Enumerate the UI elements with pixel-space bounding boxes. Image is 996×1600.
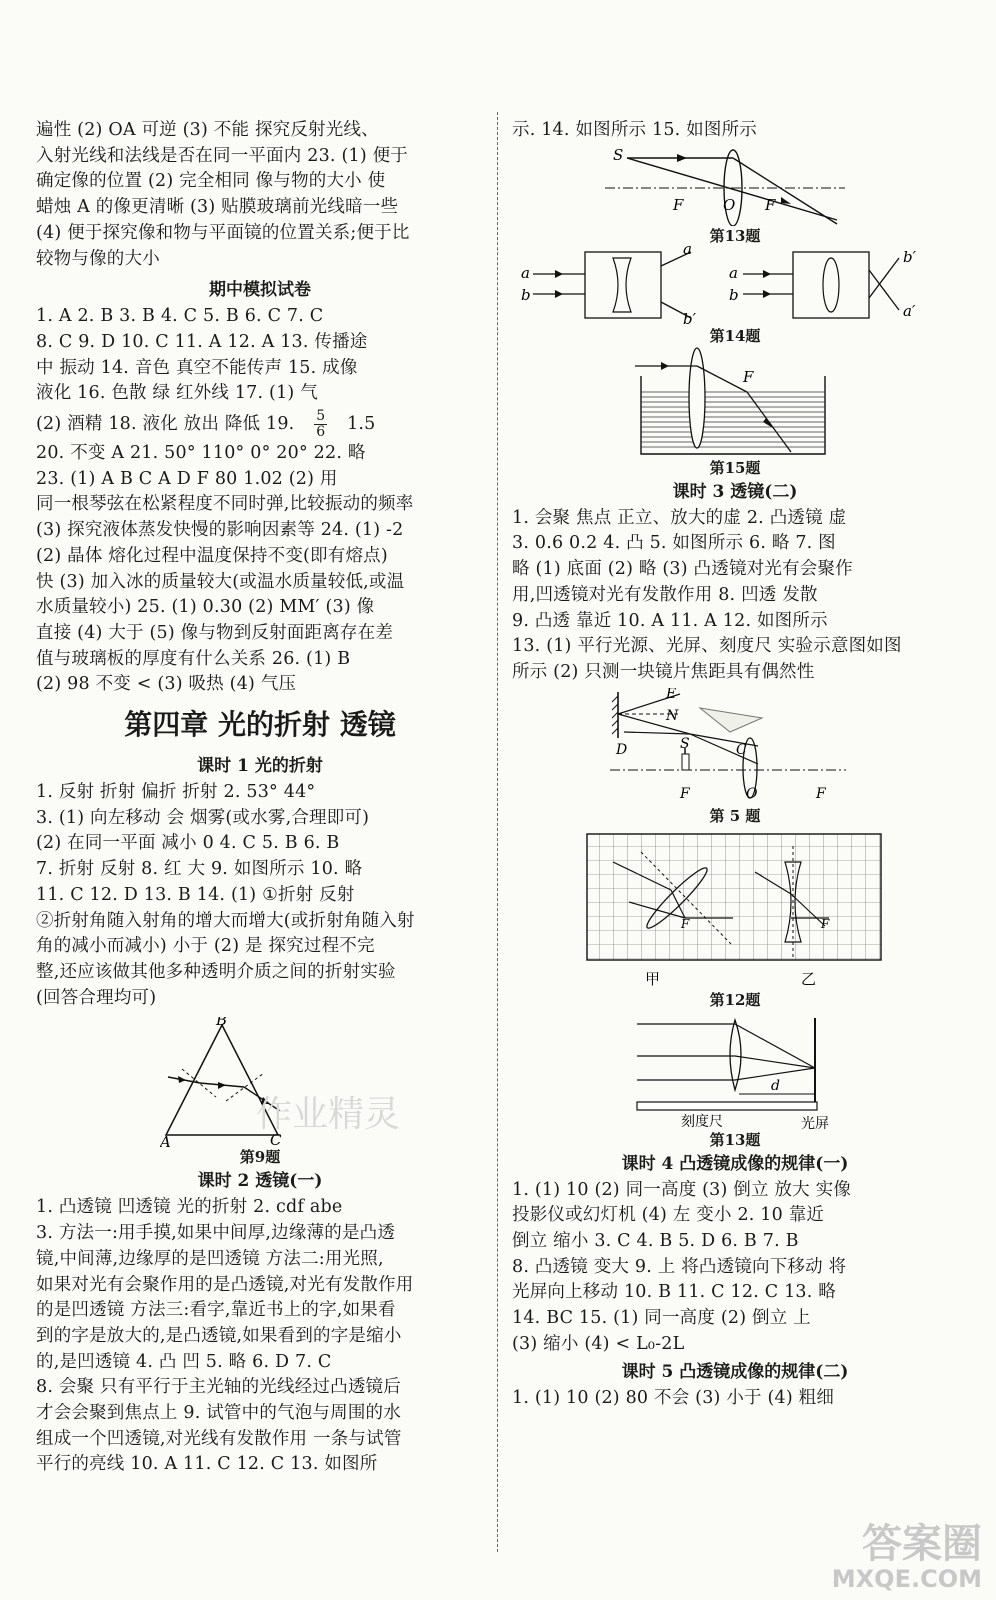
figure-13-caption: 第13题 xyxy=(709,226,761,245)
figure-14-lens-boxes xyxy=(515,246,955,326)
lesson-2-answers xyxy=(36,1195,484,1478)
ray-arrow xyxy=(555,290,563,298)
label-a: a xyxy=(521,263,530,282)
text-line: 才会会聚到焦点上 9. 试管中的气泡与周围的水 xyxy=(36,1403,401,1424)
text-line: 1. (1) 10 (2) 同一高度 (3) 倒立 放大 实像 xyxy=(512,1179,852,1200)
text-line: 略 (1) 底面 (2) 略 (3) 凸透镜对光有会聚作 xyxy=(512,559,853,580)
ray xyxy=(869,258,899,298)
ray-arrow xyxy=(218,1082,226,1089)
text-line: (4) 便于探究像和物与平面镜的位置关系;便于比 xyxy=(36,222,410,243)
label-f-left: F xyxy=(673,195,684,214)
text-line: 确定像的位置 (2) 完全相同 像与物的大小 使 xyxy=(36,171,386,192)
text-line: 镜,中间薄,边缘厚的是凹透镜 方法二:用光照, xyxy=(36,1248,384,1269)
ray xyxy=(869,270,899,310)
lesson-3-title: 课时 3 透镜(二) xyxy=(672,481,798,502)
text-line: 示. 14. 如图所示 15. 如图所示 xyxy=(512,120,757,140)
label-yi: 乙 xyxy=(801,969,817,988)
label-a-out: a′ xyxy=(903,301,916,320)
ray xyxy=(733,158,837,224)
text-line: 到的字是放大的,是凸透镜,如果看到的字是缩小 xyxy=(36,1325,402,1346)
stamp-image xyxy=(700,708,762,732)
text-line: 1. 会聚 焦点 正立、放大的虚 2. 凸透镜 虚 xyxy=(512,507,847,528)
ray-arrow xyxy=(178,1076,186,1083)
label-c: C xyxy=(270,1131,282,1148)
figure-15-lens-water xyxy=(635,346,835,458)
ray-arrow xyxy=(763,418,773,428)
fraction-denominator: 6 xyxy=(316,424,326,441)
text-line-with-fraction xyxy=(36,407,484,441)
text-line: 的是凹透镜 方法三:看字,靠近书上的字,如果看 xyxy=(36,1300,396,1321)
text-line: 同一根琴弦在松紧程度不同时弹,比较振动的频率 xyxy=(36,494,414,515)
text-line: 直接 (4) 大于 (5) 像与物到反射面距离存在差 xyxy=(36,622,394,643)
label-n: N xyxy=(666,707,679,724)
watermark-logo xyxy=(832,1522,982,1592)
text-line: 中 振动 14. 音色 真空不能传声 15. 成像 xyxy=(36,357,358,378)
figure-15-caption: 第15题 xyxy=(709,458,761,477)
figure-13-convex-lens xyxy=(605,144,865,226)
column-divider xyxy=(497,112,498,1552)
figure-9-caption: 第9题 xyxy=(239,1148,281,1167)
text-line: 倒立 缩小 3. C 4. B 5. D 6. B 7. B xyxy=(512,1231,799,1252)
label-e: E xyxy=(666,687,677,702)
figure-13-focal-measure xyxy=(635,1014,835,1130)
label-b-out: b′ xyxy=(683,309,697,326)
ray-arrow xyxy=(555,270,563,278)
text-line: (2) 98 不变 < (3) 吸热 (4) 气压 xyxy=(36,674,297,695)
text-line: 9. 凸透 靠近 10. A 11. A 12. 如图所示 xyxy=(512,610,828,631)
text-line: 用,凹透镜对光有发散作用 8. 凹透 发散 xyxy=(512,584,818,605)
text-line: 14. BC 15. (1) 同一高度 (2) 倒立 上 xyxy=(512,1308,811,1329)
text-line: 1. 反射 折射 偏折 折射 2. 53° 44° xyxy=(36,782,316,803)
convex-lens-icon xyxy=(689,348,705,448)
lesson-1-title: 课时 1 光的折射 xyxy=(197,756,323,777)
text-line: 11. C 12. D 13. B 14. (1) ①折射 反射 xyxy=(36,884,355,905)
label-a: a xyxy=(729,263,738,282)
label-screen: 光屏 xyxy=(801,1115,829,1130)
text-line: 整,还应该做其他多种透明介质之间的折射实验 xyxy=(36,961,396,982)
text-line: (3) 缩小 (4) < L₀-2L xyxy=(512,1333,685,1354)
convex-lens-icon xyxy=(823,258,839,312)
label-f-right: F xyxy=(765,195,776,214)
concave-lens-icon xyxy=(613,258,631,312)
text-line: (2) 在同一平面 减小 0 4. C 5. B 6. B xyxy=(36,833,340,854)
lesson-3-answers xyxy=(512,506,958,686)
text-line: 3. 0.6 0.2 4. 凸 5. 如图所示 6. 略 7. 图 xyxy=(512,533,836,554)
fraction-pre: (2) 酒精 18. 液化 放出 降低 19. xyxy=(36,414,295,435)
grid-board xyxy=(587,834,881,960)
text-line: 组成一个凹透镜,对光线有发散作用 一条与试管 xyxy=(36,1428,402,1449)
text-line: (2) 晶体 熔化过程中温度保持不变(即有熔点) xyxy=(36,545,388,566)
label-b: b xyxy=(521,285,531,304)
text-line: 平行的亮线 10. A 11. C 12. C 13. 如图所 xyxy=(36,1454,378,1475)
emergent-ray xyxy=(244,1087,280,1111)
ray xyxy=(624,732,690,734)
lesson-5-title: 课时 5 凸透镜成像的规律(二) xyxy=(621,1361,849,1382)
ray-arrow xyxy=(781,197,791,204)
label-f-left: F xyxy=(681,916,690,931)
text-line: 13. (1) 平行光源、光屏、刻度尺 实验示意图如图 xyxy=(512,636,902,657)
fraction-numerator: 5 xyxy=(316,408,326,425)
lesson-4-answers xyxy=(512,1178,958,1358)
label-b: b xyxy=(729,285,739,304)
text-line: 遍性 (2) OA 可逆 (3) 不能 探究反射光线、 xyxy=(36,120,379,140)
text-line: 20. 不变 A 21. 50° 110° 0° 20° 22. 略 xyxy=(36,443,366,464)
midterm-title: 期中模拟试卷 xyxy=(209,280,311,301)
ray-arrow xyxy=(261,1097,270,1104)
label-a-out: a′ xyxy=(683,245,696,258)
ray-arrow xyxy=(763,290,771,298)
text-line: 23. (1) A B C A D F 80 1.02 (2) 用 xyxy=(36,468,338,489)
fraction xyxy=(314,409,327,440)
black-box xyxy=(585,252,661,318)
label-o: O xyxy=(746,785,758,802)
text-line: 1. A 2. B 3. B 4. C 5. B 6. C 7. C xyxy=(36,306,324,327)
fraction-post: 1.5 xyxy=(347,414,376,435)
label-o: O xyxy=(723,195,736,214)
midterm-answers xyxy=(36,304,484,698)
text-line: 1. 凸透镜 凹透镜 光的折射 2. cdf abe xyxy=(36,1197,343,1218)
text-line: 投影仪或幻灯机 (4) 左 变小 2. 10 靠近 xyxy=(512,1205,825,1226)
text-line: 8. 凸透镜 变大 9. 上 将凸透镜向下移动 将 xyxy=(512,1256,847,1277)
figure-9-prism xyxy=(160,1017,360,1147)
prism-diagram xyxy=(160,1017,360,1147)
intro-block xyxy=(36,118,484,272)
text-line: 所示 (2) 只测一块镜片焦距具有偶然性 xyxy=(512,661,815,682)
chapter-title: 第四章 光的折射 透镜 xyxy=(124,708,396,742)
figure-5-mirror-lens xyxy=(610,688,860,806)
text-line: 3. (1) 向左移动 会 烟雾(或水雾,合理即可) xyxy=(36,807,370,828)
label-s: S xyxy=(613,145,624,164)
lesson-4-title: 课时 4 凸透镜成像的规律(一) xyxy=(621,1153,849,1174)
label-d: d xyxy=(771,1077,780,1094)
label-f-right: F xyxy=(816,785,826,802)
mirror-hatching xyxy=(612,696,618,734)
water-lines xyxy=(641,392,825,447)
label-b-out: b′ xyxy=(903,247,917,266)
logo-text: 答案圈 xyxy=(862,1521,982,1567)
text-line: 3. 方法一:用手摸,如果中间厚,边缘薄的是凸透 xyxy=(36,1223,396,1244)
label-jia: 甲 xyxy=(645,969,661,988)
text-line: 光屏向上移动 10. B 11. C 12. C 13. 略 xyxy=(512,1282,836,1303)
candle-icon xyxy=(682,754,689,770)
text-line: 角的减小而减小) 小于 (2) 是 探究过程不完 xyxy=(36,936,375,957)
lesson-2-title: 课时 2 透镜(一) xyxy=(197,1171,323,1192)
black-box xyxy=(793,252,869,318)
watermark-center: 作业精灵 xyxy=(256,1094,401,1135)
figure-12-caption: 第12题 xyxy=(709,990,761,1009)
text-line: 值与玻璃板的厚度有什么关系 26. (1) B xyxy=(36,648,351,669)
label-ruler: 刻度尺 xyxy=(681,1113,723,1130)
lesson-1-answers xyxy=(36,780,484,1011)
ray-arrow xyxy=(677,154,687,162)
text-line: (回答合理均可) xyxy=(36,987,157,1008)
label-c: C xyxy=(736,741,747,758)
ray xyxy=(618,714,690,734)
right-column xyxy=(512,118,958,1411)
text-line: 快 (3) 加入冰的质量较大(或温水质量较低,或温 xyxy=(36,571,405,592)
label-f: F xyxy=(743,367,754,386)
label-s: S xyxy=(680,735,690,752)
text-line: 的,是凹透镜 4. 凸 凹 5. 略 6. D 7. C xyxy=(36,1351,332,1372)
label-b: B xyxy=(216,1017,228,1030)
label-f-left: F xyxy=(680,785,690,802)
text-line: 液化 16. 色散 绿 红外线 17. (1) 气 xyxy=(36,383,318,404)
text-line: 水质量较小) 25. (1) 0.30 (2) MM′ (3) 像 xyxy=(36,597,375,618)
text-line: 8. C 9. D 10. C 11. A 12. A 13. 传播途 xyxy=(36,331,368,352)
ray-arrow xyxy=(763,270,771,278)
logo-url: MXQE.COM xyxy=(831,1565,982,1593)
lesson-5-answers xyxy=(512,1386,958,1412)
label-d: D xyxy=(616,741,628,758)
figure-13b-caption: 第13题 xyxy=(709,1130,761,1149)
figure-5-caption: 第 5 题 xyxy=(709,806,761,825)
text-line: (3) 探究液体蒸发快慢的影响因素等 24. (1) -2 xyxy=(36,520,404,541)
left-column xyxy=(36,118,484,1478)
figure-12-grid-lenses xyxy=(585,832,885,990)
ray-arrow xyxy=(661,362,669,370)
text-line: ②折射角随入射角的增大而增大(或折射角随入射 xyxy=(36,910,415,931)
text-line: 1. (1) 10 (2) 80 不会 (3) 小于 (4) 粗细 xyxy=(512,1387,835,1408)
label-a: A xyxy=(160,1133,171,1148)
text-line: 较物与像的大小 xyxy=(36,248,160,269)
text-line: 蜡烛 A 的像更清晰 (3) 贴膜玻璃前光线暗一些 xyxy=(36,197,399,218)
figure-14-caption: 第14题 xyxy=(709,326,761,345)
ruler xyxy=(637,1102,817,1110)
text-line: 如果对光有会聚作用的是凸透镜,对光有发散作用 xyxy=(36,1274,414,1295)
label-f-right: F xyxy=(821,916,830,931)
text-line: 7. 折射 反射 8. 红 大 9. 如图所示 10. 略 xyxy=(36,859,363,880)
text-line: 入射光线和法线是否在同一平面内 23. (1) 便于 xyxy=(36,145,409,166)
text-line: 8. 会聚 只有平行于主光轴的光线经过凸透镜后 xyxy=(36,1377,401,1398)
